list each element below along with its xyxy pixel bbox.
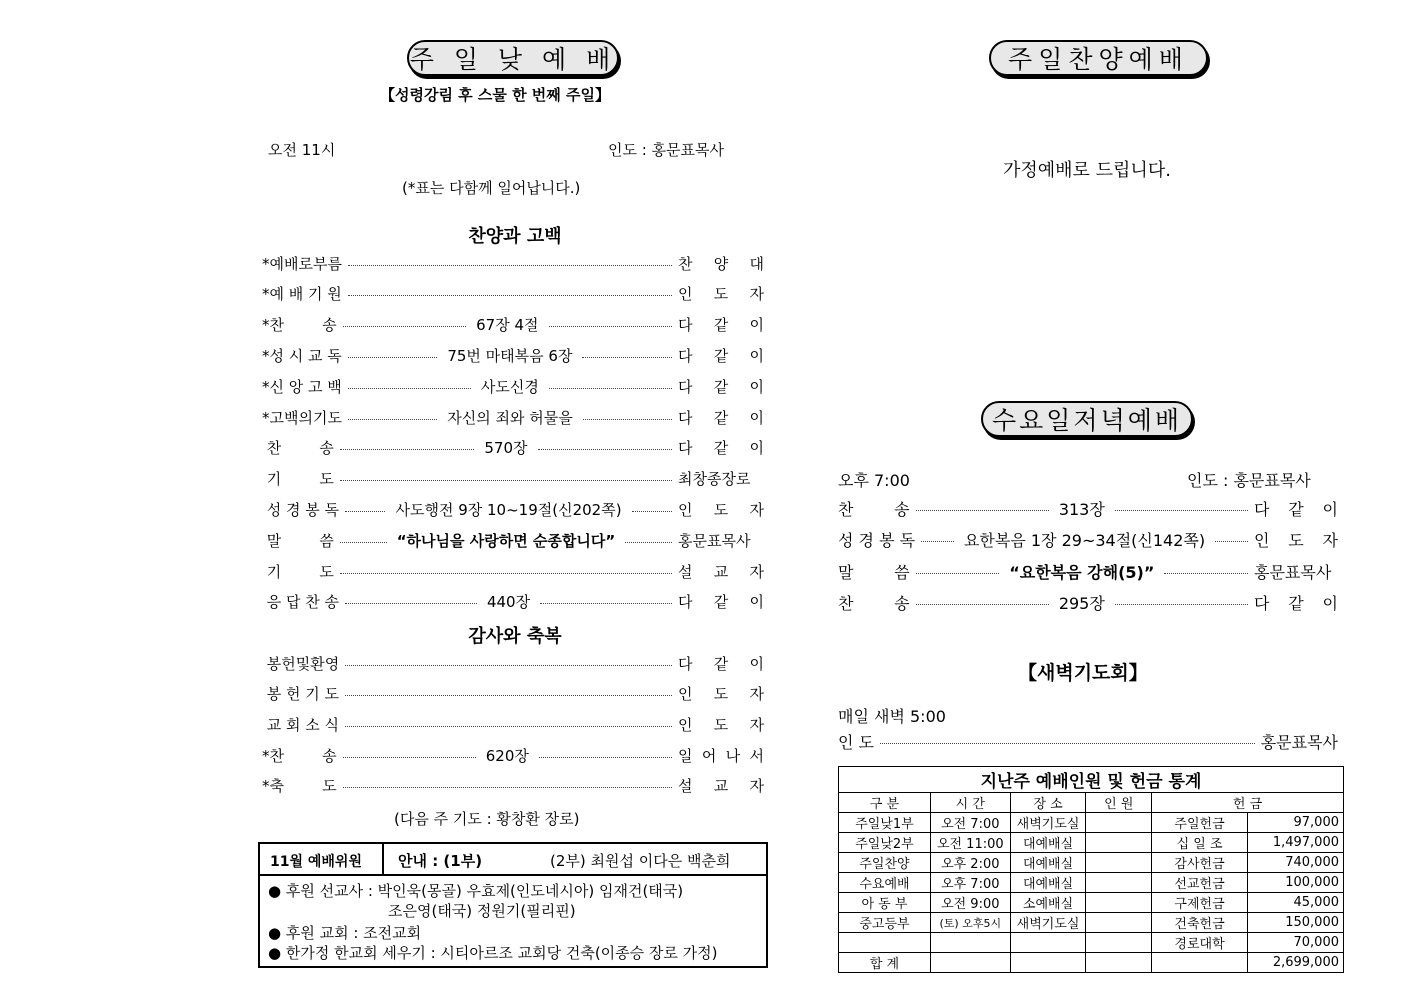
item-content: 620장: [485, 746, 529, 765]
committee-header-divider: [260, 874, 766, 876]
table-cell: [1086, 893, 1152, 913]
table-cell: [1086, 813, 1152, 833]
table-cell: 선교헌금: [1152, 873, 1248, 893]
dot-leader: [340, 573, 672, 574]
item-person: 인 도 자: [678, 500, 764, 519]
item-person: 다 같 이: [678, 654, 764, 673]
table-cell: [930, 953, 1010, 973]
table-cell: [839, 933, 931, 953]
section-thanks-blessing: 감사와 축복: [468, 626, 562, 647]
table-row: [839, 933, 1344, 953]
item-label: *축 도: [262, 777, 337, 796]
item-content: 요한복음 1장 29~34절(신142쪽): [963, 531, 1206, 550]
dot-leader: [1164, 573, 1248, 574]
dot-leader: [340, 542, 387, 543]
worship-item: [262, 774, 764, 798]
item-label: 기 도: [262, 562, 334, 581]
worship-item: [838, 496, 1338, 520]
worship-item: [262, 651, 764, 675]
worship-item: [262, 712, 764, 736]
table-cell: 대예배실: [1010, 873, 1086, 893]
dot-leader: [916, 604, 1049, 605]
table-caption: 지난주 예배인원 및 헌금 통계: [839, 767, 1344, 793]
worship-item: [262, 313, 764, 337]
worship-item: [262, 282, 764, 306]
table-cell: 오전 11:00: [930, 833, 1010, 853]
item-label: *찬 송: [262, 746, 337, 765]
item-label: 봉헌및환영: [262, 654, 340, 673]
item-content: 295장: [1058, 594, 1105, 613]
item-person: 인 도 자: [678, 285, 764, 304]
dot-leader: [345, 665, 672, 666]
dot-leader: [348, 388, 471, 389]
dot-leader: [345, 726, 672, 727]
dot-leader: [538, 449, 672, 450]
dot-leader: [625, 542, 672, 543]
worship-item: [262, 343, 764, 367]
table-cell: [1086, 853, 1152, 873]
table-cell: 새벽기도실: [1010, 813, 1086, 833]
subtitle: 【성령강림 후 스물 한 번째 주일】: [380, 86, 610, 104]
item-person: 다 같 이: [678, 408, 765, 427]
dot-leader: [583, 419, 672, 420]
table-row: [839, 873, 1344, 893]
mission-line-1: ● 후원 선교사 : 박인욱(몽골) 우효제(인도네시아) 임재건(태국): [268, 882, 684, 900]
table-row: [839, 853, 1344, 873]
table-cell: [1086, 873, 1152, 893]
mission-line-2: 조은영(태국) 정원기(필리핀): [388, 902, 576, 920]
table-cell: 새벽기도실: [1010, 913, 1086, 933]
table-header-cell: 장 소: [1010, 793, 1086, 813]
table-cell: 45,000: [1248, 893, 1344, 913]
dawn-leader-name: 홍문표목사: [1260, 732, 1338, 752]
table-cell: 경로대학: [1152, 933, 1248, 953]
item-content: 75번 마태복음 6장: [447, 346, 573, 365]
table-cell: [1010, 953, 1086, 973]
total-value: 2,699,000: [1248, 953, 1344, 973]
table-cell: [930, 933, 1010, 953]
table-cell: [1152, 953, 1248, 973]
item-person: 다 같 이: [678, 593, 765, 612]
service-time: 오전 11시: [268, 141, 336, 159]
committee-label-divider: [382, 844, 384, 874]
dot-leader: [916, 510, 1049, 511]
table-header-cell: 헌 금: [1152, 793, 1344, 813]
dot-leader: [549, 326, 673, 327]
dot-leader: [345, 695, 672, 696]
table-cell: 중고등부: [839, 913, 931, 933]
dot-leader: [921, 541, 954, 542]
item-person: 인 도 자: [1254, 531, 1338, 550]
table-cell: 주일낮1부: [839, 813, 931, 833]
family-church: ● 한가정 한교회 세우기 : 시티아르조 교회당 건축(이종승 장로 가정): [268, 944, 718, 962]
table-cell: 오전 9:00: [930, 893, 1010, 913]
dot-leader: [343, 326, 467, 327]
committee-box: [258, 842, 768, 968]
item-label: 봉 헌 기 도: [262, 685, 340, 704]
item-content: 570장: [484, 439, 528, 458]
dot-leader: [348, 357, 438, 358]
worship-item: [262, 682, 764, 706]
table-row: [839, 833, 1344, 853]
item-label: 찬 송: [262, 439, 334, 458]
table-cell: [1086, 913, 1152, 933]
table-cell: 오후 2:00: [930, 853, 1010, 873]
table-cell: 150,000: [1248, 913, 1344, 933]
committee-label: 11월 예배위원: [270, 854, 362, 870]
worship-item: [838, 591, 1338, 615]
item-label: 교 회 소 식: [262, 715, 340, 734]
table-cell: 건축헌금: [1152, 913, 1248, 933]
item-person: 인 도 자: [678, 715, 764, 734]
dot-leader: [345, 603, 477, 604]
table-cell: 오전 7:00: [930, 813, 1010, 833]
item-label: *신 앙 고 백: [262, 377, 342, 396]
worship-item: [262, 559, 764, 583]
dot-leader: [540, 603, 672, 604]
item-label: *고백의기도: [262, 408, 342, 427]
dawn-leader-row: [838, 729, 1338, 753]
dot-leader: [343, 757, 476, 758]
dot-leader: [340, 480, 672, 481]
table-total-row: [839, 953, 1344, 973]
worship-item: [262, 528, 764, 552]
dot-leader: [348, 419, 437, 420]
worship-item: [262, 405, 764, 429]
item-person: 최창종장로: [678, 470, 751, 489]
table-cell: [1010, 933, 1086, 953]
item-label: 응 답 찬 송: [262, 593, 340, 612]
service-leader: 인도 : 홍문표목사: [608, 141, 725, 159]
dawn-leader-label: 인 도: [838, 732, 874, 752]
item-content: 자신의 죄와 허물을: [447, 408, 573, 427]
item-person: 설 교 자: [678, 562, 764, 581]
item-person: 다 같 이: [678, 346, 764, 365]
table-cell: 97,000: [1248, 813, 1344, 833]
worship-item: [262, 497, 764, 521]
dot-leader: [916, 573, 1000, 574]
dot-leader: [348, 295, 672, 296]
table-cell: 수요예배: [839, 873, 931, 893]
wednesday-time: 오후 7:00: [838, 471, 910, 490]
table-cell: 주일낮2부: [839, 833, 931, 853]
item-person: 다 같 이: [678, 377, 765, 396]
worship-item: [262, 743, 764, 767]
item-content: “하나님을 사랑하면 순종합니다”: [396, 531, 616, 550]
dot-leader: [1215, 541, 1248, 542]
table-cell: [1086, 833, 1152, 853]
item-person: 찬 양 대: [678, 254, 764, 273]
dot-leader: [1115, 510, 1248, 511]
table-cell: 대예배실: [1010, 833, 1086, 853]
table-cell: 대예배실: [1010, 853, 1086, 873]
worship-item: [262, 590, 764, 614]
item-label: 찬 송: [838, 499, 910, 519]
item-content: “요한복음 강해(5)”: [1009, 562, 1155, 582]
section-praise-confession: 찬양과 고백: [468, 226, 562, 247]
table-cell: 1,497,000: [1248, 833, 1344, 853]
worship-item: [262, 374, 764, 398]
table-cell: 십 일 조: [1152, 833, 1248, 853]
table-row: [839, 893, 1344, 913]
committee-guide: 안내 : (1부): [398, 852, 483, 870]
worship-item: [262, 251, 764, 275]
table-cell: 주일찬양: [839, 853, 931, 873]
family-worship-note: 가정예배로 드립니다.: [1003, 160, 1171, 181]
dot-leader: [549, 388, 672, 389]
item-person: 인 도 자: [678, 685, 764, 704]
table-cell: 구제헌금: [1152, 893, 1248, 913]
dot-leader: [340, 449, 474, 450]
item-person: 다 같 이: [1254, 499, 1339, 519]
item-person: 홍문표목사: [678, 531, 751, 550]
item-person: 다 같 이: [678, 316, 765, 335]
item-label: 찬 송: [838, 594, 910, 613]
item-label: *예배로부름: [262, 254, 342, 273]
sunday-worship-title: 주 일 낮 예 배: [407, 40, 619, 76]
item-content: 67장 4절: [476, 316, 539, 335]
dot-leader: [348, 265, 672, 266]
table-cell: (토) 오후5시: [930, 913, 1010, 933]
wednesday-leader: 인도 : 홍문표목사: [1187, 471, 1311, 490]
item-person: 일 어 나 서: [678, 746, 764, 765]
worship-item: [838, 559, 1338, 583]
item-label: 성 경 봉 독: [838, 531, 916, 550]
table-cell: 아 동 부: [839, 893, 931, 913]
table-row: [839, 813, 1344, 833]
table-cell: 740,000: [1248, 853, 1344, 873]
table-cell: 감사헌금: [1152, 853, 1248, 873]
table-row: [839, 913, 1344, 933]
dawn-time: 매일 새벽 5:00: [838, 707, 946, 726]
table-cell: 주일헌금: [1152, 813, 1248, 833]
item-person: 홍문표목사: [1254, 562, 1332, 582]
committee-guide-2: (2부) 최원섭 이다은 백춘희: [550, 852, 731, 870]
item-label: *예 배 기 원: [262, 285, 342, 304]
attendance-offering-table: [838, 766, 1344, 973]
item-label: 말 씀: [838, 562, 910, 582]
worship-item: [262, 436, 764, 460]
item-content: 사도신경: [480, 377, 539, 396]
item-label: 말 씀: [262, 531, 334, 550]
wednesday-worship-title: 수요일저녁예배: [981, 401, 1193, 437]
next-week-prayer: (다음 주 기도 : 황창환 장로): [394, 810, 580, 828]
item-content: 313장: [1058, 499, 1105, 519]
item-person: 다 같 이: [1254, 594, 1339, 613]
supported-church: ● 후원 교회 : 조전교회: [268, 924, 422, 942]
worship-item: [262, 467, 764, 491]
item-label: *성 시 교 독: [262, 346, 342, 365]
dot-leader: [582, 357, 672, 358]
item-label: 기 도: [262, 470, 334, 489]
dot-leader: [539, 757, 672, 758]
worship-item: [838, 528, 1338, 552]
table-cell: 70,000: [1248, 933, 1344, 953]
item-person: 다 같 이: [678, 439, 764, 458]
table-cell: [1086, 933, 1152, 953]
dot-leader: [880, 743, 1255, 744]
item-content: 사도행전 9장 10~19절(신202쪽): [395, 500, 622, 519]
table-cell: 소예배실: [1010, 893, 1086, 913]
table-cell: 100,000: [1248, 873, 1344, 893]
sunday-praise-title: 주일찬양예배: [989, 40, 1208, 76]
table-header-cell: 인 원: [1086, 793, 1152, 813]
dot-leader: [632, 511, 672, 512]
item-label: *찬 송: [262, 316, 337, 335]
table-cell: 오후 7:00: [930, 873, 1010, 893]
dawn-prayer-title: 【새벽기도회】: [1018, 662, 1148, 684]
standing-note: (*표는 다함께 일어납니다.): [402, 179, 581, 197]
item-label: 성 경 봉 독: [262, 500, 340, 519]
dot-leader: [345, 511, 385, 512]
item-person: 설 교 자: [678, 777, 764, 796]
item-content: 440장: [486, 593, 531, 612]
table-cell: [1086, 953, 1152, 973]
table-header-cell: 구 분: [839, 793, 931, 813]
total-label: 합 계: [839, 953, 931, 973]
dot-leader: [343, 787, 672, 788]
table-header-cell: 시 간: [930, 793, 1010, 813]
dot-leader: [1115, 604, 1248, 605]
